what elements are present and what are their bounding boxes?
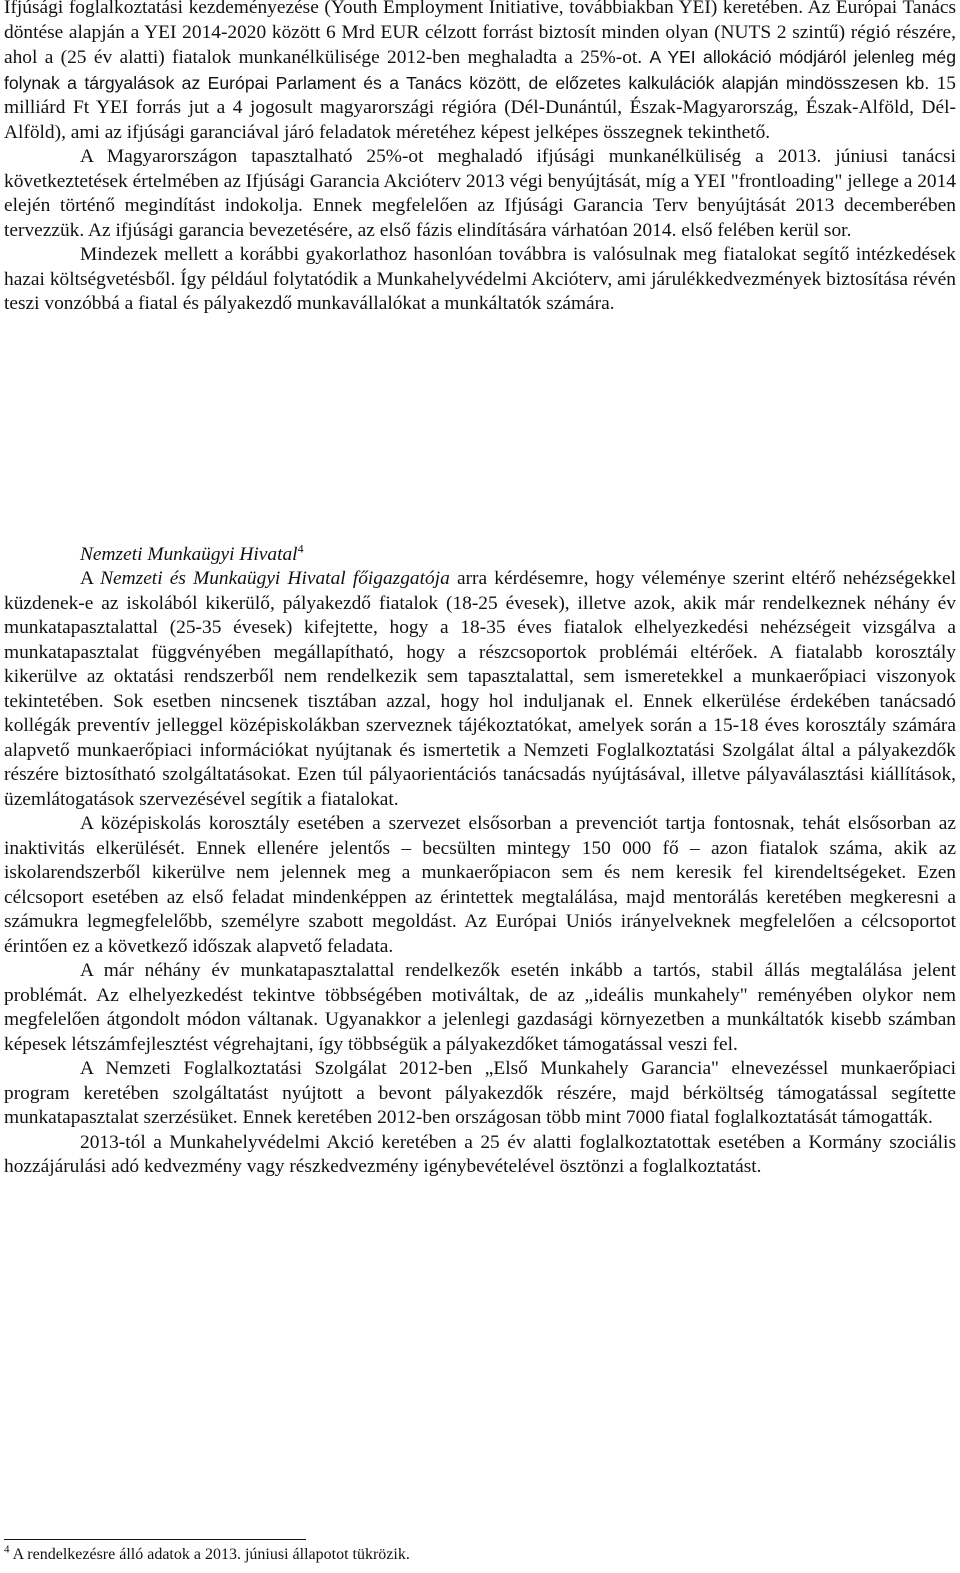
- intro-p1-tail: 15 milliárd Ft YEI forrás jut a 4 jogosult magyarországi régióra (Dél-Dunántúl, Észak-Magyarország, Észak-Alföld, Dél-Alföld), ami az ifjúsági garanciával járó feladatok méretéhez képest jelképes összegnek tekinthető.: [4, 72, 956, 143]
- intro-paragraph-1: [4, 0, 956, 145]
- intro-p1-sans-text: A YEI allokáció módjáról jelenleg még folynak a tárgyalások az Európai Parlament és a Tanács között, de előzetes kalkulációk alapján mindösszesen kb.: [4, 47, 956, 93]
- intro-block: [4, 0, 956, 317]
- section-paragraph-2: A középiskolás korosztály esetében a szervezet elsősorban a prevenciót tartja fontosnak, tehát elsősorban az inaktivitás elkerülését. Ennek ellenére jelentős – becsülten mintegy 150 000 fő – azon fiatalok száma, akik az iskolarendszerből kikerülve nem jelennek meg a munkaerőpiacon sem és nem keresik fel kirendeltségeket. Ezen célcsoport esetében az első feladat mindenképpen az érintettek megtalálása, majd mentorálás keretében megkeresni a számukra legmegfelelőbb, személyre szabott megoldást. Az Európai Uniós irányelveknek megfelelően a célcsoportot érintően ez a következő időszak alapvető feladata.: [4, 813, 956, 957]
- section-body: [4, 567, 956, 1180]
- section-paragraph-1: [4, 567, 956, 812]
- section-heading: [4, 543, 956, 568]
- footnote-reference[interactable]: 4: [297, 541, 304, 556]
- section-p1-italic: Nemzeti és Munkaügyi Hivatal főigazgatója: [100, 568, 450, 589]
- section-p1-rest: arra kérdésemre, hogy véleménye szerint eltérő nehézségekkel küzdenek-e az iskolából kikerülő, pályakezdő fiatalok (18-25 évesek), illetve azok, akik már rendelkeznek néhány év munkatapasztalattal (25-35 évesek) kifejtette, hogy a 18-35 éves fiatalok elhelyezkedési nehézségeit vizsgálva a munkatapasztalat függvényében megállapítható, hogy a részcsoportok problémái eltérőek. A fiatalabb korosztály kikerülve az oktatási rendszerből nem rendelkezik sem tapasztalattal, sem ismeretekkel a munkaerőpiaci viszonyok tekintetében. Sok esetben nincsenek tisztában azzal, hogy hol induljanak el. Ennek elkerülése érdekében tanácsadó kollégák preventív jelleggel középiskolákban szerveznek tájékoztatókat, amelyek során a 15-18 éves korosztály számára alapvető munkaerőpiaci információkat nyújtanak és ismertetik a Nemzeti Foglalkoztatási Szolgálat által a pályakezdők részére biztosítható szolgáltatásokat. Ezen túl pályaorientációs tanácsadás nyújtásával, illetve pályaválasztási kiállítások, üzemlátogatások szervezésével segítik a fiatalokat.: [4, 568, 956, 810]
- section-heading-block: [4, 543, 956, 568]
- section-paragraph-5: 2013-tól a Munkahelyvédelmi Akció keretében a 25 év alatti foglalkoztatottak esetében a Kormány szociális hozzájárulási adó kedvezmény vagy részkedvezmény igénybevételével ösztönzi a foglalkoztatást.: [4, 1131, 956, 1177]
- footnote: [4, 1545, 956, 1565]
- section-paragraph-3: A már néhány év munkatapasztalattal rendelkezők esetén inkább a tartós, stabil állás megtalálása jelent problémát. Az elhelyezkedést tekintve többségében motiváltak, de az „ideális munkahely" reményében olykor nem megfelelően átgondolt módon váltanak. Ugyanakkor a jelenlegi gazdasági környezetben a munkáltatók kisebb számban képesek létszámfejlesztést végrehajtani, így többségük a pályakezdőket támogatással veszi fel.: [4, 960, 956, 1055]
- footnote-number: 4: [4, 1543, 10, 1556]
- section-p1-lead: A: [80, 568, 101, 589]
- section-heading-text: Nemzeti Munkaügyi Hivatal: [80, 544, 298, 565]
- footnote-divider: [4, 1539, 306, 1540]
- footnote-text: A rendelkezésre álló adatok a 2013. júniusi állapotot tükrözik.: [12, 1546, 410, 1563]
- section-paragraph-4: A Nemzeti Foglalkoztatási Szolgálat 2012-ben „Első Munkahely Garancia" elnevezéssel munkaerőpiaci program keretében szolgáltatást nyújtott a bevont pályakezdők részére, majd bérköltség támogatással segítette munkatapasztalat szerzésüket. Ennek keretében 2012-ben országosan több mint 7000 fiatal foglalkoztatását támogatták.: [4, 1058, 956, 1128]
- intro-p1-text: Ifjúsági foglalkoztatási kezdeményezése (Youth Employment Initiative, továbbiakban YEI) keretében. Az Európai Tanács döntése alapján a YEI 2014-2020 között 6 Mrd EUR célzott forrást biztosít minden olyan (NUTS 2 szintű) régió részére, ahol a (25 év alatti) fiatalok munkanélkülisége 2012-ben meghaladta a 25%-ot.: [4, 0, 956, 68]
- intro-paragraph-2: A Magyarországon tapasztalható 25%-ot meghaladó ifjúsági munkanélküliség a 2013. júniusi tanácsi következtetések értelmében az Ifjúsági Garancia Akcióterv 2013 végi benyújtását, míg a YEI "frontloading" jellege a 2014 elején történő megindítást indokolja. Ennek megfelelően az Ifjúsági Garancia Terv benyújtását 2013 decemberében tervezzük. Az ifjúsági garancia bevezetésére, az első fázis elindítására várhatóan 2014. első felében kerül sor.: [4, 146, 956, 241]
- intro-paragraph-3: Mindezek mellett a korábbi gyakorlathoz hasonlóan továbbra is valósulnak meg fiatalokat segítő intézkedések hazai költségvetésből. Így például folytatódik a Munkahelyvédelmi Akcióterv, ami járulékkedvezmények biztosítása révén teszi vonzóbbá a fiatal és pályakezdő munkavállalókat a munkáltatók számára.: [4, 244, 956, 314]
